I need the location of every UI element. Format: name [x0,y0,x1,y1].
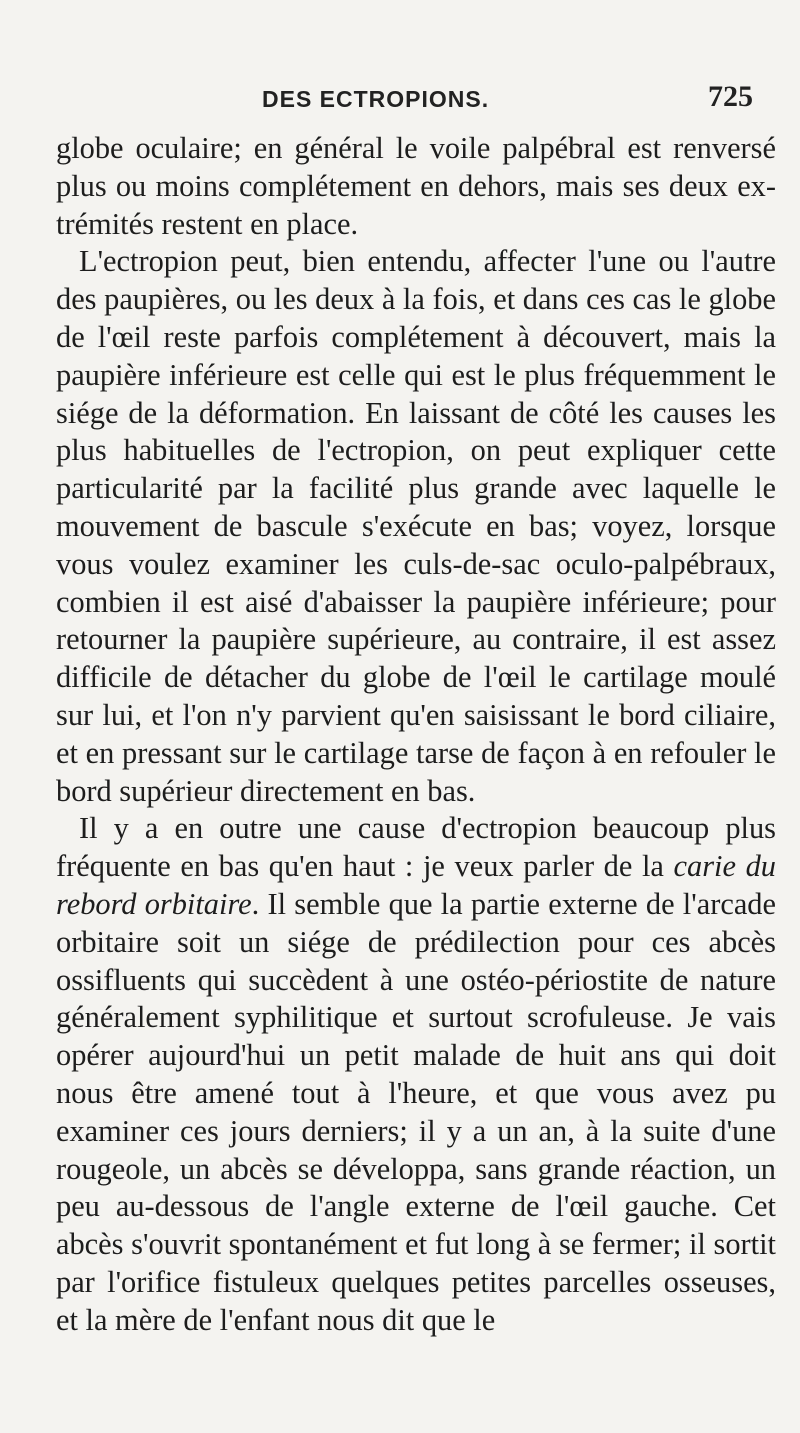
running-title: DES ECTROPIONS. [262,86,490,112]
body-text [56,130,776,1340]
page-number: 725 [708,80,753,113]
running-head [0,80,800,126]
paragraph-1: globe oculaire; en général le voile palpébral est renversé plus ou moins complétement en dehors, mais ses deux ex- trémités restent en place. [56,131,776,241]
paragraph-3-text-before: Il y a en outre une cause d'ectropion beaucoup plus fréquente en bas qu'en haut : je veux parler de la [56,811,776,884]
paragraph-3 [56,810,776,1339]
paragraph-3-text-after: . Il semble que la partie externe de l'arcade orbitaire soit un siége de prédilection pour ces abcès ossifluents qui succèdent à une ostéo-périostite de nature généralement syphilitique et surtout scrofuleuse. Je vais opérer aujourd'hui un petit malade de huit ans qui doit nous être amené tout à l'heure, et que vous avez pu examiner ces jours derniers; il y a un an, à la suite d'une rougeole, un abcès se développa, sans grande réaction, un peu au-dessous de l'angle externe de l'œil gauche. Cet abcès s'ouvrit spontanément et fut long à se fermer; il sortit par l'orifice fistuleux quelques petites parcelles osseuses, et la mère de l'enfant nous dit que le [56,886,776,1337]
paragraph-2: L'ectropion peut, bien entendu, affecter l'une ou l'autre des paupières, ou les deux à la fois, et dans ces cas le globe de l'œil reste parfois complétement à découvert, mais la paupière inférieure est celle qui est le plus fréquemment le siége de la déformation. En laissant de côté les causes les plus habituelles de l'ectropion, on peut expliquer cette particularité par la facilité plus grande avec laquelle le mouvement de bascule s'exécute en bas; voyez, lorsque vous voulez examiner les culs-de-sac oculo-palpébraux, combien il est aisé d'abaisser la paupière inférieure; pour retourner la paupière supérieure, au contraire, il est assez difficile de détacher du globe de l'œil le cartilage moulé sur lui, et l'on n'y parvient qu'en saisissant le bord ciliaire, et en pressant sur le cartilage tarse de façon à en refouler le bord supérieur directement en bas. [56,244,776,808]
italic-term: carie du rebord orbitaire [56,849,776,921]
